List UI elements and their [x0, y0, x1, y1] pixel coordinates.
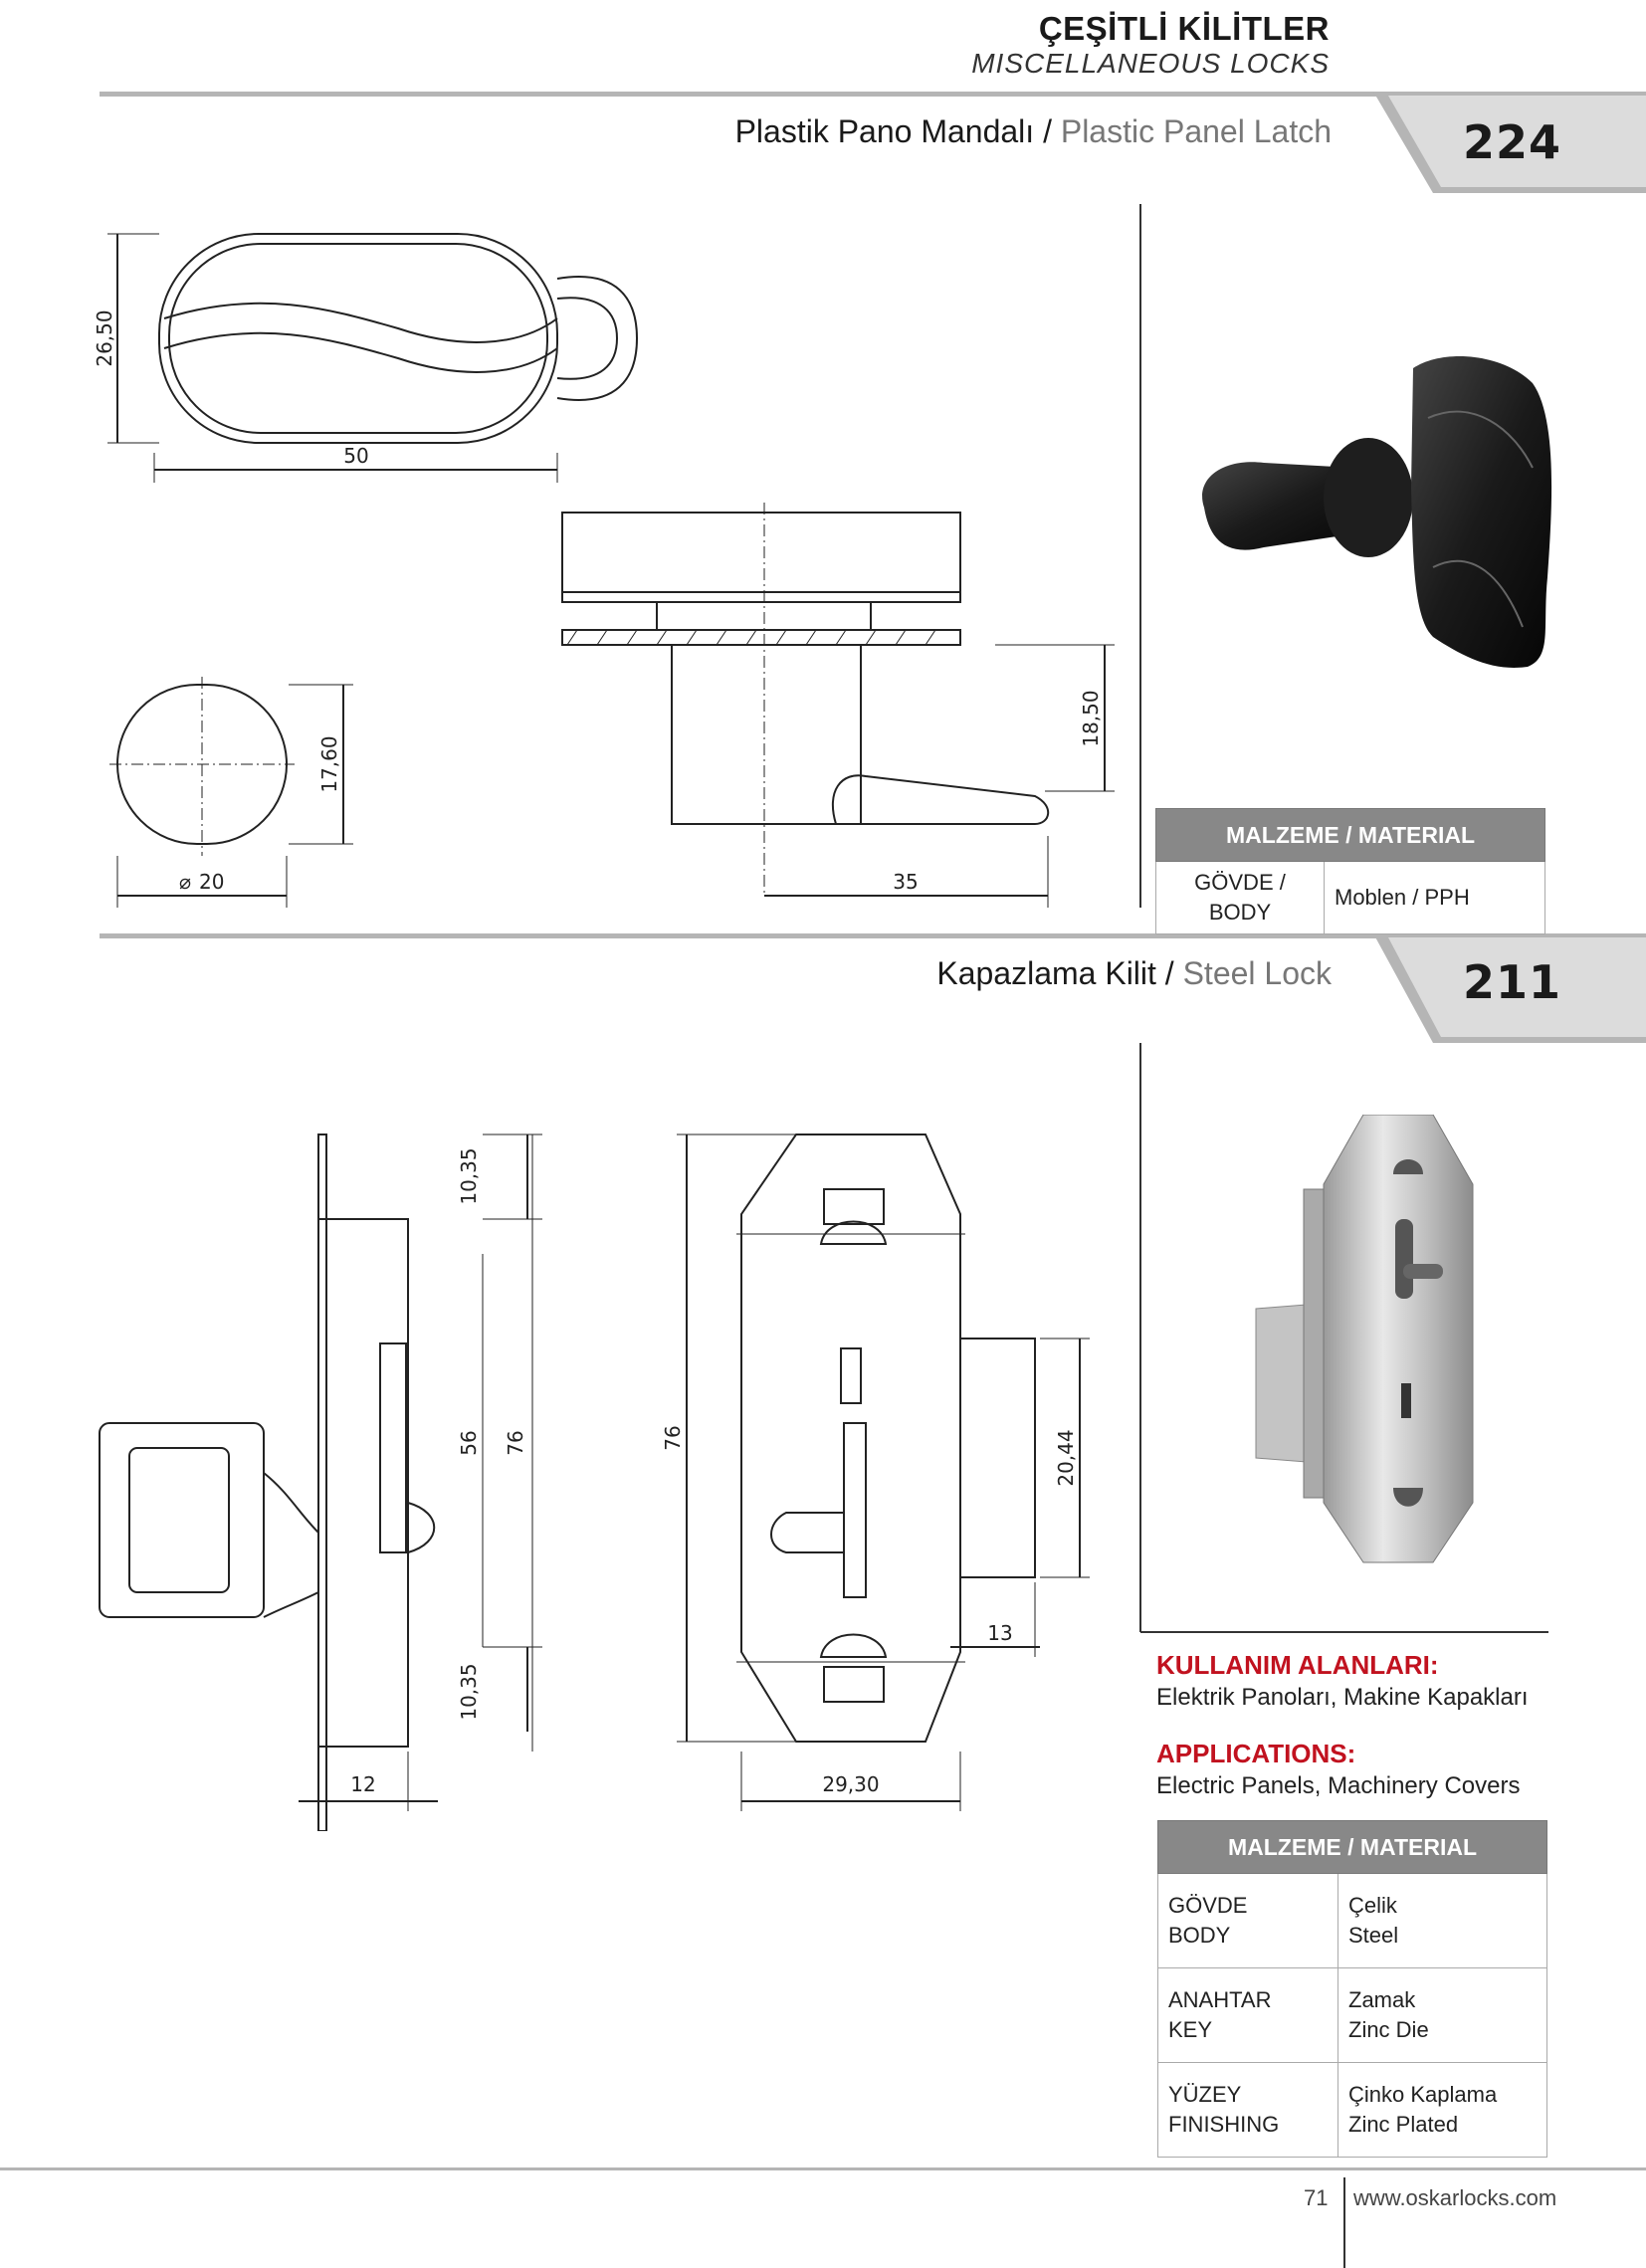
table-row: ANAHTAR KEY Zamak Zinc Die [1158, 1968, 1547, 2063]
section2-title: Kapazlama Kilit / Steel Lock [936, 955, 1332, 991]
section2-title-tr: Kapazlama Kilit [936, 955, 1156, 991]
plastic-latch-drawing [0, 199, 1134, 916]
applications-text: Electric Panels, Machinery Covers [1156, 1772, 1521, 1799]
dim-top: 10,35 [457, 1147, 481, 1205]
dim-h3: 18,50 [1079, 690, 1103, 747]
dim-bottom: 10,35 [457, 1663, 481, 1721]
table-row: YÜZEY FINISHING Çinko Kaplama Zinc Plated [1158, 2063, 1547, 2158]
steel-lock-image [1244, 1115, 1503, 1572]
section1-title-tr: Plastik Pano Mandalı [734, 113, 1035, 149]
page-number: 71 [1304, 2185, 1329, 2210]
table-row: GÖVDE BODY Çelik Steel [1158, 1874, 1547, 1968]
section1-material-header: MALZEME / MATERIAL [1156, 809, 1545, 862]
material-value: Moblen / PPH [1325, 862, 1545, 934]
section2-material-table [1157, 1820, 1547, 2158]
dim-diameter: 20 [199, 870, 225, 894]
applications-label: APPLICATIONS: [1156, 1739, 1356, 1768]
section1-title-en: Plastic Panel Latch [1060, 113, 1332, 149]
dim-w2: 35 [893, 870, 919, 894]
section1-title: Plastik Pano Mandalı / Plastic Panel Latch [734, 113, 1332, 149]
section1-code: 224 [1463, 115, 1562, 169]
usage-label: KULLANIM ALANLARI: [1156, 1650, 1439, 1680]
diameter-symbol: ⌀ [179, 870, 192, 894]
dim-total: 76 [504, 1430, 527, 1456]
dim-total2: 76 [661, 1425, 685, 1451]
section1-material-table [1155, 808, 1545, 934]
dim-bolt-w: 13 [987, 1621, 1013, 1645]
section2-code: 211 [1463, 955, 1562, 1009]
dim-height: 26,50 [93, 309, 116, 367]
plastic-latch-image [1184, 338, 1582, 697]
section2-material-header: MALZEME / MATERIAL [1158, 1821, 1547, 1874]
usage-text: Elektrik Panoları, Makine Kapakları [1156, 1684, 1529, 1711]
website-link[interactable]: www.oskarlocks.com [1353, 2185, 1557, 2210]
dim-left-w: 12 [350, 1772, 376, 1796]
section2-title-en: Steel Lock [1182, 955, 1332, 991]
dim-mid: 56 [457, 1430, 481, 1456]
dim-width2: 29,30 [822, 1772, 880, 1796]
dim-width: 50 [343, 444, 369, 468]
dim-h2: 17,60 [317, 735, 341, 793]
material-label: GÖVDE / BODY [1156, 862, 1325, 934]
catalog-title: ÇEŞİTLİ KİLİTLER [1038, 10, 1330, 47]
catalog-subtitle: MISCELLANEOUS LOCKS [971, 48, 1330, 79]
steel-lock-drawing [0, 1095, 1134, 1831]
dim-bolt-h: 20,44 [1054, 1429, 1078, 1487]
